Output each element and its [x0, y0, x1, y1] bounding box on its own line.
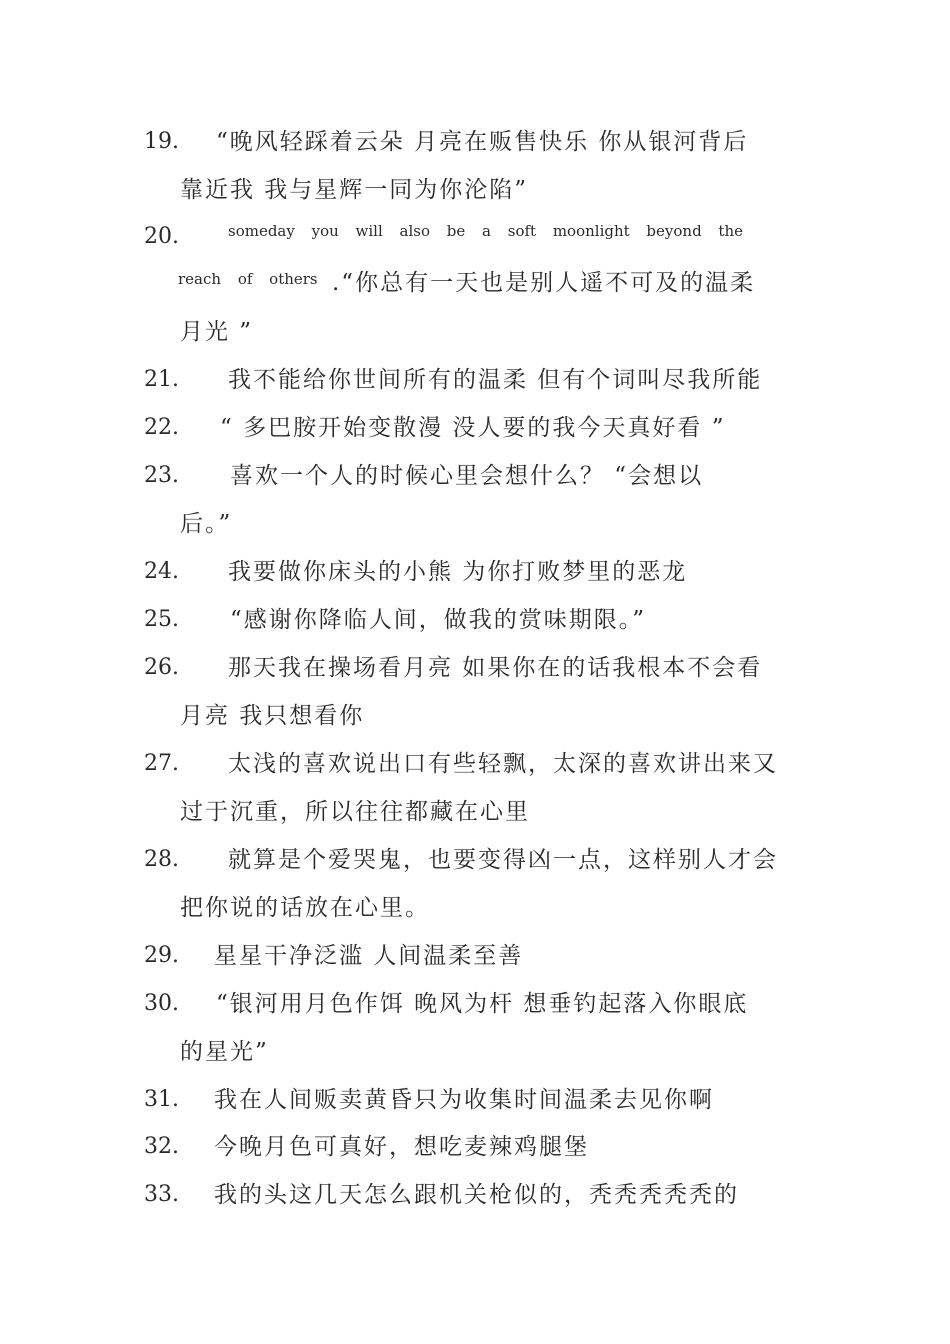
item-text-line: .“你总有一天也是别人遥不可及的温柔 [332, 270, 756, 296]
item-number: 23. [144, 463, 179, 488]
item-text-line: 喜欢一个人的时候心里会想什么？ “会想以 [230, 463, 704, 489]
item-text-line: “ 多巴胺开始变散漫 没人要的我今天真好看 ” [220, 415, 726, 441]
item-number: 26. [144, 655, 179, 680]
item-number: 20. [144, 224, 179, 249]
item-text-line: “晚风轻踩着云朵 月亮在贩售快乐 你从银河背后 [216, 129, 749, 155]
item-text-line: 星星干净泛滥 人间温柔至善 [214, 943, 524, 969]
item-text-line: 我在人间贩卖黄昏只为收集时间温柔去见你啊 [214, 1087, 714, 1113]
item-text-line: 那天我在操场看月亮 如果你在的话我根本不会看 [228, 655, 763, 681]
item-text-line: 过于沉重，所以往往都藏在心里 [180, 799, 530, 825]
item-number: 33. [144, 1182, 179, 1207]
item-number: 31. [144, 1087, 179, 1112]
item-text-line: 今晚月色可真好，想吃麦辣鸡腿堡 [214, 1134, 589, 1160]
item-number: 24. [144, 559, 179, 584]
item-text-line: 的星光” [180, 1039, 269, 1065]
item-number: 25. [144, 607, 179, 632]
item-text-line: 把你说的话放在心里。 [180, 895, 430, 921]
item-text-line: 我要做你床头的小熊 为你打败梦里的恶龙 [228, 559, 688, 585]
item-text-line: 太浅的喜欢说出口有些轻飘，太深的喜欢讲出来又 [228, 751, 778, 777]
item-text-line: 我不能给你世间所有的温柔 但有个词叫尽我所能 [228, 367, 763, 393]
item-text-line: 我的头这几天怎么跟机关枪似的，秃秃秃秃秃的 [214, 1182, 739, 1208]
item-number: 19. [144, 129, 179, 154]
item-text-line: 月亮 我只想看你 [180, 703, 365, 729]
item-number: 21. [144, 367, 179, 392]
item-number: 32. [144, 1134, 179, 1159]
item-text-line: “银河用月色作饵 晚风为杆 想垂钓起落入你眼底 [216, 991, 749, 1017]
item-number: 29. [144, 943, 179, 968]
item-english-line: reach of others [178, 270, 318, 288]
item-text-line: 靠近我 我与星辉一同为你沦陷” [180, 177, 529, 203]
item-text-line: 月光 ” [180, 319, 254, 345]
item-number: 28. [144, 847, 179, 872]
item-number: 27. [144, 751, 179, 776]
item-english-line: someday you will also be a soft moonlight beyond the [228, 222, 743, 240]
item-number: 30. [144, 991, 179, 1016]
item-number: 22. [144, 415, 179, 440]
item-text-line: “感谢你降临人间，做我的赏味期限。” [230, 607, 647, 633]
item-text-line: 后。” [180, 511, 233, 537]
item-text-line: 就算是个爱哭鬼，也要变得凶一点，这样别人才会 [228, 847, 778, 873]
